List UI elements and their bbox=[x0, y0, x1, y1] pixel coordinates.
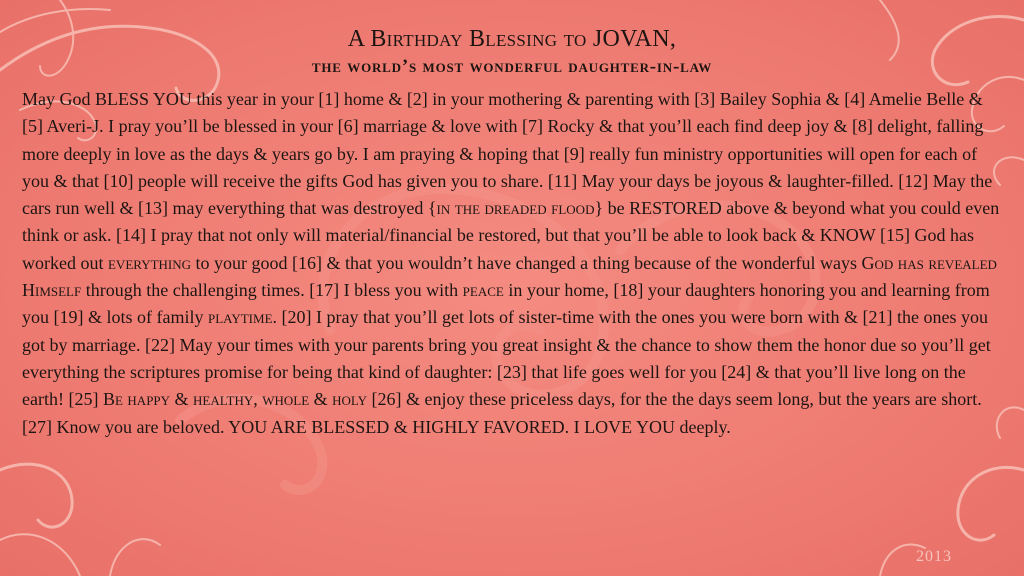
text-segment-emphasis: KNOW bbox=[819, 225, 876, 246]
text-segment-emphasis: BLESS YOU bbox=[95, 89, 192, 109]
text-segment: . [20] I pray that you’ll get lots of sister-time with the ones you were born with & [21] the ones you got by marriage. [22] May your times with your parents bring you great insight & the chance to show them the honor due so you’ll get everything the scriptures promise for being that kind of daughter: [23] that life goes well for you [24] & that you’ll live long on the earth! [25] bbox=[22, 307, 991, 410]
blessing-subtitle: the world’s most wonderful daughter-in-law bbox=[311, 56, 713, 77]
text-segment: [15] God has worked out bbox=[22, 225, 974, 273]
text-segment: [26] & enjoy these priceless days, for the the days seem long, but the years are short. [27] Know you are beloved. bbox=[22, 389, 982, 437]
text-segment: through the challenging times. [17] I bless you with bbox=[81, 280, 463, 301]
text-segment-smallcaps: {in the dreaded flood} bbox=[427, 198, 604, 219]
text-segment-smallcaps: playtime bbox=[207, 307, 273, 328]
text-segment: to your good [16] & that you wouldn’t have changed a thing because of the wonderful ways bbox=[191, 252, 862, 273]
text-segment-smallcaps: God has revealed Himself bbox=[22, 252, 997, 301]
text-segment-emphasis: YOU ARE BLESSED & HIGHLY FAVORED. bbox=[228, 416, 570, 437]
text-segment: be bbox=[603, 198, 630, 219]
text-segment-smallcaps: everything bbox=[107, 252, 192, 273]
text-segment: I LOVE YOU deeply. bbox=[569, 416, 731, 437]
text-segment: this year in your [1] home & [2] in your mothering & parenting with [3] Bailey Sophia & [4] Amelie Belle & [5] Averi-J. I pray you’ll be blessed in your [6] marriage & love with [7] Rocky & that you’ll each find deep joy & [8] delight, falling more deeply in love as the days & years go by. I am praying & hoping that [9] really fun ministry opportunities will open for each of you & that [10] people will receive the gifts God has given you to share. [11] May your days be joyous & laughter-filled. [12] May the cars run well & [13] may everything that was destroyed bbox=[22, 89, 993, 219]
text-segment: above & beyond what you could even think or ask. [14] I pray that not only will material/financial be restored, but that you’ll be able to look back & bbox=[22, 198, 1000, 246]
blessing-title: A Birthday Blessing to JOVAN, bbox=[347, 26, 677, 52]
text-segment: in your home, [18] your daughters honoring you and learning from you [19] & lots of family bbox=[22, 280, 990, 328]
text-segment-emphasis: RESTORED bbox=[629, 198, 722, 219]
text-segment-smallcaps: Be happy & healthy, whole & holy bbox=[102, 389, 367, 410]
text-segment: May God bbox=[22, 89, 95, 109]
title-block bbox=[0, 24, 1024, 80]
text-segment-smallcaps: peace bbox=[462, 280, 504, 301]
blessing-body bbox=[22, 86, 1004, 441]
year-mark: 2013 bbox=[916, 548, 952, 565]
